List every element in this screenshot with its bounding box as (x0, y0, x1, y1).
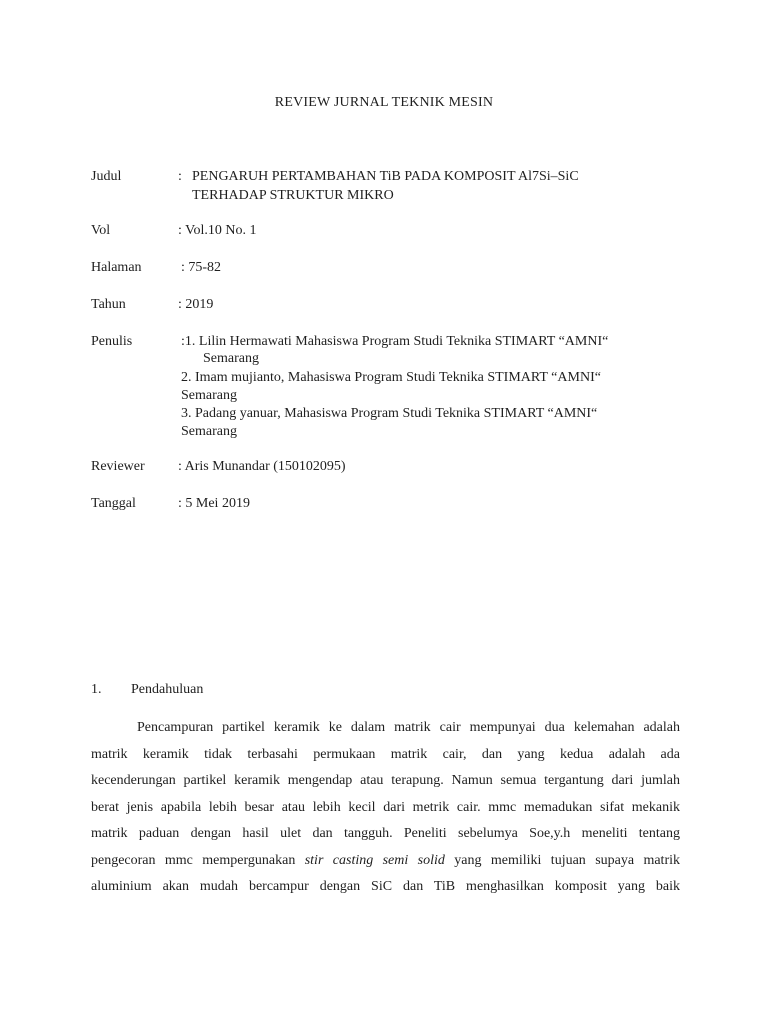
vol-value: : Vol.10 No. 1 (178, 223, 257, 238)
body-paragraph (91, 715, 680, 901)
section-number: 1. (91, 682, 102, 697)
judul-value-line1: PENGARUH PERTAMBAHAN TiB PADA KOMPOSIT Al7Si–SiC (192, 169, 579, 184)
tanggal-value: : 5 Mei 2019 (178, 496, 250, 511)
paragraph-line: matrik paduan dengan hasil ulet dan tangguh. Peneliti sebelumya Soe,y.h meneliti tentang (91, 826, 680, 841)
judul-separator: : (178, 169, 182, 184)
paragraph-line-mixed (91, 848, 680, 875)
section-title: Pendahuluan (131, 682, 204, 697)
document-title: REVIEW JURNAL TEKNIK MESIN (274, 95, 494, 110)
paragraph-line: matrik keramik tidak terbasahi permukaan matrik cair, dan yang kedua adalah ada (91, 746, 680, 762)
tahun-value: : 2019 (178, 297, 214, 312)
penulis-author-1: :1. Lilin Hermawati Mahasiswa Program Studi Teknika STIMART “AMNI“ (181, 334, 609, 349)
tahun-label: Tahun (91, 297, 126, 312)
paragraph-text: pengecoran mmc mempergunakan (91, 852, 305, 868)
halaman-value: : 75-82 (181, 260, 222, 275)
tanggal-label: Tanggal (91, 496, 136, 511)
penulis-author-3: 3. Padang yanuar, Mahasiswa Program Studi Teknika STIMART “AMNI“ (181, 406, 598, 421)
vol-label: Vol (91, 223, 111, 238)
judul-label: Judul (91, 169, 122, 184)
paragraph-line: Pencampuran partikel keramik ke dalam matrik cair mempunyai dua kelemahan adalah (137, 720, 680, 735)
paragraph-line: kecenderungan partikel keramik mengendap atau terapung. Namun semua tergantung dari jumlah (91, 773, 680, 788)
reviewer-value: : Aris Munandar (150102095) (178, 459, 346, 474)
halaman-label: Halaman (91, 260, 142, 275)
paragraph-text: yang memiliki tujuan supaya matrik (444, 852, 680, 868)
penulis-label: Penulis (91, 334, 133, 349)
paragraph-emphasis: stir casting semi solid (304, 852, 445, 868)
penulis-author-2: 2. Imam mujianto, Mahasiswa Program Studi Teknika STIMART “AMNI“ (181, 370, 601, 385)
penulis-author-3-city: Semarang (181, 424, 237, 439)
judul-value-line2: TERHADAP STRUKTUR MIKRO (192, 188, 394, 203)
penulis-author-2-city: Semarang (181, 388, 237, 403)
paragraph-line: berat jenis apabila lebih besar atau lebih kecil dari metrik cair. mmc memadukan sifat mekanik (91, 799, 680, 815)
penulis-author-1-city: Semarang (203, 351, 259, 366)
paragraph-line: aluminium akan mudah bercampur dengan SiC dan TiB menghasilkan komposit yang baik (91, 879, 680, 894)
reviewer-label: Reviewer (91, 459, 145, 474)
